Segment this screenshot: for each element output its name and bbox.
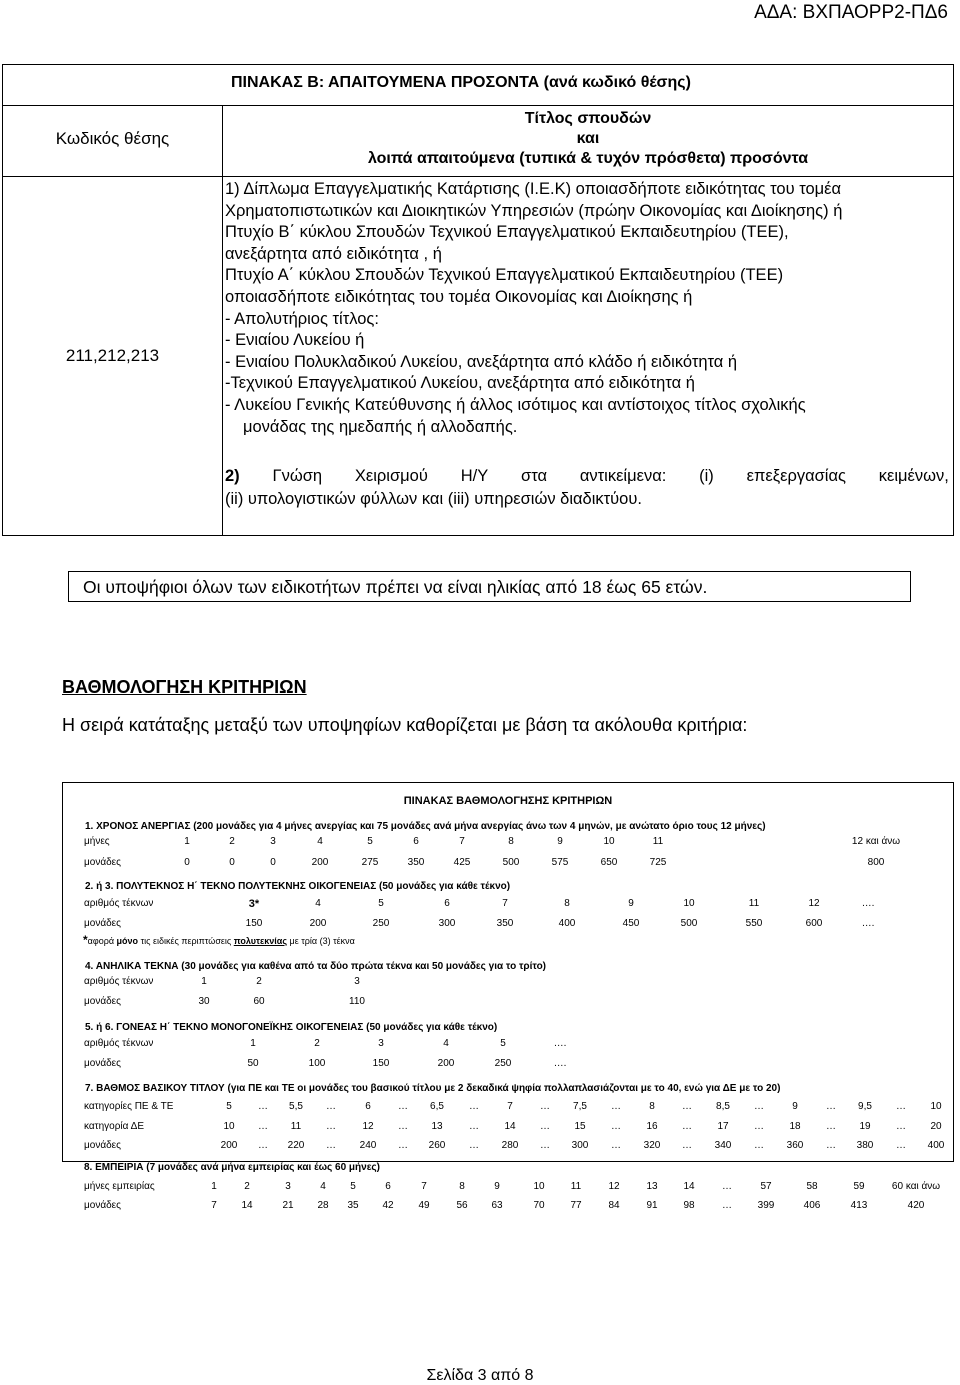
table-cell: 5	[226, 1101, 232, 1112]
table-cell: 550	[745, 918, 763, 929]
table-cell: 77	[570, 1200, 582, 1211]
table-cell: 30	[198, 996, 210, 1007]
table-cell: 4	[317, 836, 323, 847]
age-requirement-note: Οι υποψήφιοι όλων των ειδικοτήτων πρέπει να είναι ηλικίας από 18 έως 65 ετών.	[68, 571, 911, 602]
table-cell: 15	[574, 1121, 586, 1132]
table-cell: 200	[437, 1058, 455, 1069]
table-cell: 500	[680, 918, 698, 929]
table-cell: 725	[649, 857, 667, 868]
row-label: αριθμός τέκνων	[84, 976, 154, 987]
table-cell: 420	[907, 1200, 925, 1211]
table-cell: 19	[859, 1121, 871, 1132]
table-cell: 150	[245, 918, 263, 929]
table-cell: 7	[502, 898, 508, 909]
table-cell: 49	[418, 1200, 430, 1211]
table-cell: …	[398, 1101, 408, 1112]
table-cell: 13	[646, 1181, 658, 1192]
table-cell: …	[258, 1121, 268, 1132]
table-cell: 11	[570, 1181, 582, 1192]
table-cell: 4	[315, 898, 321, 909]
section-heading: 1. ΧΡΟΝΟΣ ΑΝΕΡΓΙΑΣ (200 μονάδες για 4 μήνες ανεργίας και 75 μονάδες ανά μήνα ανεργίας άνω των 4 μηνών, με ανώτατο όριο τους 12 μήνες)	[85, 821, 766, 832]
table-cell: …	[258, 1140, 268, 1151]
table-cell: 12 και άνω	[851, 836, 901, 847]
table-cell: …	[611, 1140, 621, 1151]
table-cell: 12	[808, 898, 820, 909]
table-cell: 3	[285, 1181, 291, 1192]
table-cell: 18	[789, 1121, 801, 1132]
table-cell: …	[754, 1121, 764, 1132]
table-cell: 575	[551, 857, 569, 868]
table-cell: 59	[853, 1181, 865, 1192]
requirements-text: 1) Δίπλωμα Επαγγελματικής Κατάρτισης (Ι.Ε.Κ) οποιασδήποτε ειδικότητας του τομέα Χρηματοπιστωτικών και Διοικητικών Υπηρεσιών (πρώην Οικονομίας και Διοίκησης) ή Πτυχίο Β΄ κύκλου Σπουδών Τεχνικού Επαγγελματικού Εκπαιδευτηρίου (ΤΕΕ), ανεξάρτητα από ειδικότητα , ή Πτυχίο Α΄ κύκλου Σπουδών Τεχνικού Επαγγελματικού Εκπαιδευτηρίου (ΤΕΕ) οποιασδήποτε ειδικότητας του τομέα Οικονομίας και Διοίκησης ή - Απολυτήριος τίτλος: - Ενιαίου Λυκείου ή - Ενιαίου Πολυκλαδικού Λυκείου, ανεξάρτητα από κλάδο ή ειδικότητα ή -Τεχνικού Επαγγελματικού Λυκείου, ανεξάρτητα από ειδικότητα ή - Λυκείου Γενικής Κατεύθυνσης ή άλλος ισότιμος και αντίστοιχος τίτλος σχολικής μονάδας της ημεδαπής ή αλλοδαπής.	[225, 180, 843, 436]
section-heading: 5. ή 6. ΓΟΝΕΑΣ Η΄ ΤΕΚΝΟ ΜΟΝΟΓΟΝΕΪΚΗΣ ΟΙΚΟΓΕΝΕΙΑΣ (50 μονάδες για κάθε τέκνο)	[85, 1022, 498, 1033]
table-cell: …	[754, 1101, 764, 1112]
table-cell: 425	[453, 857, 471, 868]
table-cell: 58	[806, 1181, 818, 1192]
table-cell: …	[826, 1101, 836, 1112]
table-cell: 300	[438, 918, 456, 929]
qualifications-table	[2, 64, 954, 536]
table-cell: 12	[608, 1181, 620, 1192]
criteria-intro: Η σειρά κατάταξης μεταξύ των υποψηφίων καθορίζεται με βάση τα ακόλουθα κριτήρια:	[62, 715, 748, 735]
table-cell: 250	[372, 918, 390, 929]
table-cell: 14	[683, 1181, 695, 1192]
table-cell: 5	[367, 836, 373, 847]
table-cell: 35	[347, 1200, 359, 1211]
table-cell: 7	[211, 1200, 217, 1211]
table-cell: 800	[867, 857, 885, 868]
table-cell: 1	[211, 1181, 217, 1192]
table-cell: …	[398, 1140, 408, 1151]
table-cell: …	[826, 1140, 836, 1151]
table-cell: …	[469, 1140, 479, 1151]
table-cell: 350	[407, 857, 425, 868]
table-cell: 11	[748, 898, 760, 909]
table-cell: 21	[282, 1200, 294, 1211]
table-cell: …	[611, 1101, 621, 1112]
scoring-table-title: ΠΙΝΑΚΑΣ ΒΑΘΜΟΛΟΓΗΣΗΣ ΚΡΙΤΗΡΙΩΝ	[403, 795, 613, 807]
table-cell: 6	[385, 1181, 391, 1192]
table-cell: 28	[317, 1200, 329, 1211]
table-cell: 500	[502, 857, 520, 868]
table-cell: 9	[557, 836, 563, 847]
row-label: μονάδες	[84, 918, 121, 929]
table-cell: 6,5	[430, 1101, 444, 1112]
table-cell: 13	[431, 1121, 443, 1132]
table-cell: …	[682, 1121, 692, 1132]
table-cell: 6	[413, 836, 419, 847]
table-cell: 14	[504, 1121, 516, 1132]
table-cell: 9	[628, 898, 634, 909]
table-cell: …	[540, 1140, 550, 1151]
table-cell: ….	[553, 1038, 567, 1049]
table-cell: 413	[850, 1200, 868, 1211]
table-cell: 10	[603, 836, 615, 847]
table-cell: 280	[501, 1140, 519, 1151]
row-label: μονάδες	[84, 1058, 121, 1069]
table-cell: 5	[378, 898, 384, 909]
criteria-title: ΒΑΘΜΟΛΟΓΗΣΗ ΚΡΙΤΗΡΙΩΝ	[62, 677, 307, 697]
table-cell: 10	[683, 898, 695, 909]
row-label: αριθμός τέκνων	[84, 898, 154, 909]
document-ada-code: ΑΔΑ: ΒΧΠΑΟΡΡ2-ΠΔ6	[754, 2, 948, 23]
table-cell: 8,5	[716, 1101, 730, 1112]
table-cell: 4	[443, 1038, 449, 1049]
row-label: κατηγορία ΔΕ	[84, 1121, 144, 1132]
table-cell: 0	[270, 857, 276, 868]
table-cell: 9	[494, 1181, 500, 1192]
row-label: μονάδες	[84, 857, 121, 868]
table-cell: 7	[421, 1181, 427, 1192]
table-cell: …	[540, 1121, 550, 1132]
table-cell: …	[469, 1101, 479, 1112]
footnote: *αφορά μόνο τις ειδικές περιπτώσεις πολυτεκνίας με τρία (3) τέκνα	[83, 933, 355, 947]
table-cell: …	[540, 1101, 550, 1112]
table-cell: 3	[354, 976, 360, 987]
table-divider	[3, 105, 953, 106]
table-cell: …	[754, 1140, 764, 1151]
section-heading: 4. ΑΝΗΛΙΚΑ ΤΕΚΝΑ (30 μονάδες για καθένα από τα δύο πρώτα τέκνα και 50 μονάδες για το τρίτο)	[85, 961, 547, 972]
table-cell: 220	[287, 1140, 305, 1151]
table-cell: 70	[533, 1200, 545, 1211]
row-label: μήνες εμπειρίας	[84, 1181, 155, 1192]
table-cell: 10	[533, 1181, 545, 1192]
table-cell: 100	[308, 1058, 326, 1069]
row-label: μήνες	[84, 836, 110, 847]
table-cell: 16	[646, 1121, 658, 1132]
table-cell: ….	[861, 918, 875, 929]
table-cell: 60 και άνω	[891, 1181, 941, 1192]
table-cell: ….	[861, 898, 875, 909]
table-cell: …	[896, 1140, 906, 1151]
table-cell: 240	[359, 1140, 377, 1151]
table-cell: 57	[760, 1181, 772, 1192]
table-cell: 400	[558, 918, 576, 929]
position-codes: 211,212,213	[65, 346, 160, 365]
table-cell: 1	[201, 976, 207, 987]
table-cell: 6	[365, 1101, 371, 1112]
table-cell: …	[326, 1101, 336, 1112]
row-label: μονάδες	[84, 1200, 121, 1211]
column-header-code: Κωδικός θέσης	[55, 129, 170, 148]
table-cell: …	[258, 1101, 268, 1112]
table-cell: 2	[244, 1181, 250, 1192]
table-cell: …	[326, 1140, 336, 1151]
table-cell: 12	[362, 1121, 374, 1132]
table-cell: 10	[223, 1121, 235, 1132]
table-cell: 250	[494, 1058, 512, 1069]
table-cell: 1	[250, 1038, 256, 1049]
table-cell: 600	[805, 918, 823, 929]
table-cell: 6	[444, 898, 450, 909]
table-cell: …	[398, 1121, 408, 1132]
table-cell: 11	[290, 1121, 302, 1132]
table-cell: 300	[571, 1140, 589, 1151]
table-cell: 260	[428, 1140, 446, 1151]
row-label: κατηγορίες ΠΕ & ΤΕ	[84, 1101, 174, 1112]
section-heading: 7. ΒΑΘΜΟΣ ΒΑΣΙΚΟΥ ΤΙΤΛΟΥ (για ΠΕ και ΤΕ οι μονάδες του βασικού τίτλου με 2 δεκαδικά ψηφία πολλαπλασιάζονται με το 40, ενώ για ΔΕ με το 20)	[85, 1083, 781, 1094]
table-cell: 7	[507, 1101, 513, 1112]
table-cell: 110	[349, 996, 365, 1007]
table-cell: 3	[378, 1038, 384, 1049]
table-cell: …	[826, 1121, 836, 1132]
table-cell: …	[896, 1121, 906, 1132]
table-cell: 350	[496, 918, 514, 929]
table-cell: 2	[256, 976, 262, 987]
table-cell: 650	[600, 857, 618, 868]
table-cell: 8	[508, 836, 514, 847]
req2-line2: (ii) υπολογιστικών φύλλων και (iii) υπηρεσιών διαδικτύου.	[225, 490, 642, 508]
table-cell: 8	[564, 898, 570, 909]
req2-line1: 2) Γνώση Χειρισμού Η/Υ στα αντικείμενα: (i) επεξεργασίας κειμένων,	[225, 467, 949, 485]
table-cell: 0	[184, 857, 190, 868]
table-cell: …	[611, 1121, 621, 1132]
table-cell: 8	[459, 1181, 465, 1192]
table-cell: …	[682, 1101, 692, 1112]
table-cell: 320	[643, 1140, 661, 1151]
table-cell: 60	[253, 996, 265, 1007]
table-cell: …	[682, 1140, 692, 1151]
table-cell: …	[896, 1101, 906, 1112]
table-divider	[3, 176, 953, 177]
page-footer: Σελίδα 3 από 8	[426, 1367, 534, 1384]
table-cell: 3	[270, 836, 276, 847]
table-cell: 2	[229, 836, 235, 847]
column-header-study: Τίτλος σπουδών και λοιπά απαιτούμενα (τυπικά & τυχόν πρόσθετα) προσόντα	[367, 110, 809, 167]
table-cell: 5,5	[289, 1101, 303, 1112]
section-heading: 8. ΕΜΠΕΙΡΙΑ (7 μονάδες ανά μήνα εμπειρίας και έως 60 μήνες)	[84, 1162, 380, 1173]
table-cell: 360	[786, 1140, 804, 1151]
table-cell: 7,5	[573, 1101, 587, 1112]
table-cell: 450	[622, 918, 640, 929]
table-cell: 1	[184, 836, 190, 847]
table-cell: 9	[792, 1101, 798, 1112]
row-label: αριθμός τέκνων	[84, 1038, 154, 1049]
table-cell: 91	[646, 1200, 658, 1211]
table-cell: 200	[311, 857, 329, 868]
table-cell: 56	[456, 1200, 468, 1211]
table-cell: 200	[220, 1140, 238, 1151]
table-cell: 399	[757, 1200, 775, 1211]
table-cell: 5	[350, 1181, 356, 1192]
table-cell: 2	[314, 1038, 320, 1049]
table-cell: 275	[361, 857, 379, 868]
table-cell: 42	[382, 1200, 394, 1211]
row-label: μονάδες	[84, 996, 121, 1007]
table-cell: 200	[309, 918, 327, 929]
table-cell: 3*	[248, 898, 260, 910]
table-cell: 400	[927, 1140, 945, 1151]
table-cell: 340	[714, 1140, 732, 1151]
section-heading: 2. ή 3. ΠΟΛΥΤΕΚΝΟΣ Η΄ ΤΕΚΝΟ ΠΟΛΥΤΕΚΝΗΣ ΟΙΚΟΓΕΝΕΙΑΣ (50 μονάδες για κάθε τέκνο)	[85, 881, 511, 892]
table-cell: …	[722, 1200, 732, 1211]
row-label: μονάδες	[84, 1140, 121, 1151]
table-cell: 17	[717, 1121, 729, 1132]
computer-skills-requirement	[225, 465, 949, 511]
table-cell: …	[722, 1181, 732, 1192]
table-cell: 4	[320, 1181, 326, 1192]
table-title: ΠΙΝΑΚΑΣ Β: ΑΠΑΙΤΟΥΜΕΝΑ ΠΡΟΣΟΝΤΑ (ανά κωδικό θέσης)	[231, 74, 691, 91]
table-cell: 7	[459, 836, 465, 847]
table-cell: 98	[683, 1200, 695, 1211]
table-cell: 150	[372, 1058, 390, 1069]
table-cell: 406	[803, 1200, 821, 1211]
table-cell: 8	[649, 1101, 655, 1112]
table-cell: …	[469, 1121, 479, 1132]
table-cell: …	[326, 1121, 336, 1132]
table-cell: 11	[652, 836, 664, 847]
table-cell: 63	[491, 1200, 503, 1211]
table-cell: 84	[608, 1200, 620, 1211]
table-cell: 50	[247, 1058, 259, 1069]
table-cell: 5	[500, 1038, 506, 1049]
table-cell: 10	[930, 1101, 942, 1112]
table-cell: 0	[229, 857, 235, 868]
table-divider	[222, 105, 223, 535]
table-cell: 9,5	[858, 1101, 872, 1112]
table-cell: 20	[930, 1121, 942, 1132]
table-cell: ….	[553, 1058, 567, 1069]
table-cell: 14	[241, 1200, 253, 1211]
table-cell: 380	[856, 1140, 874, 1151]
